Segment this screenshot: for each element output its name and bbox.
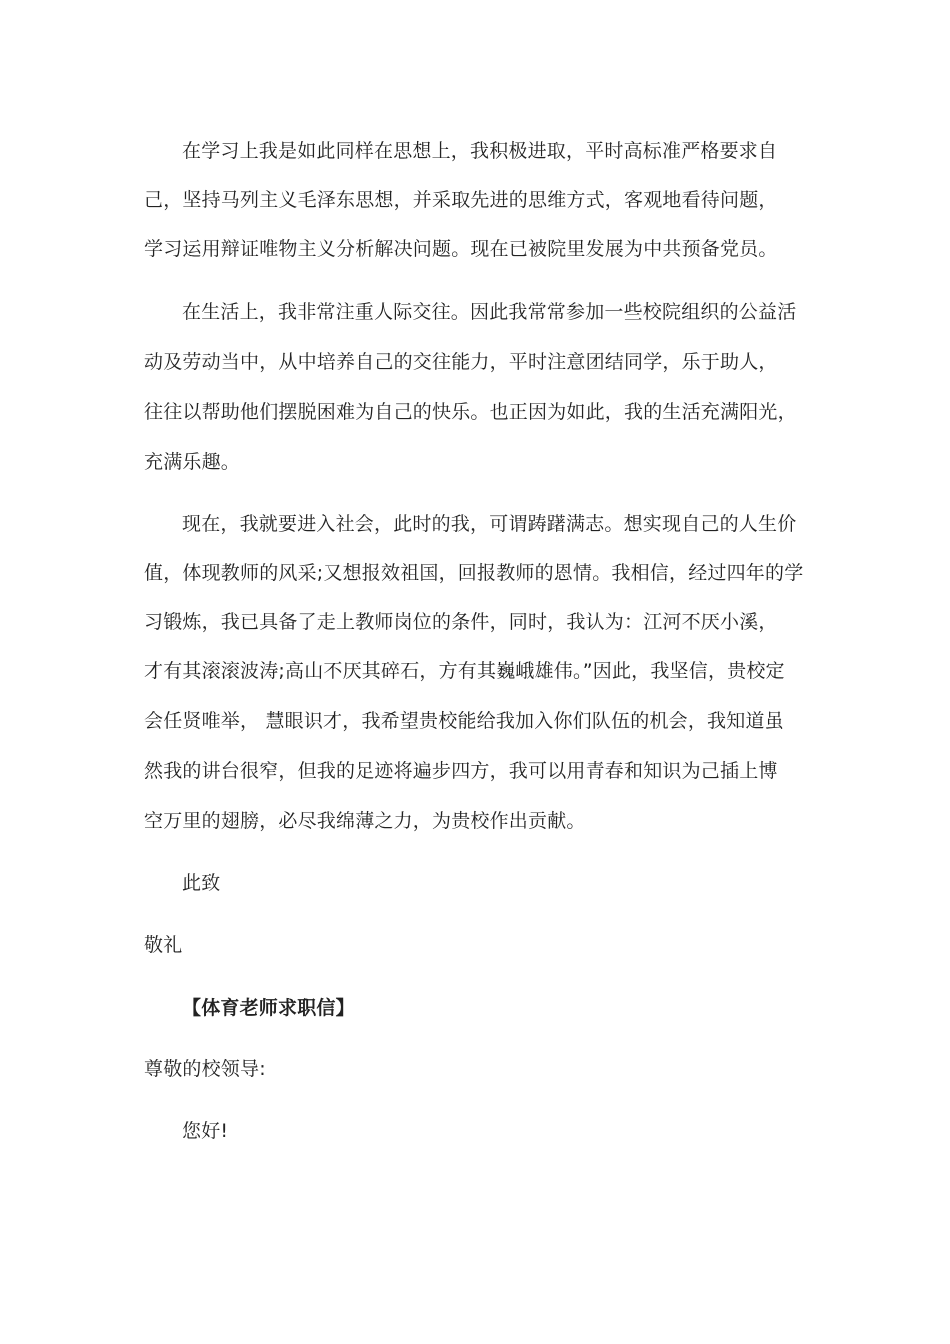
paragraph-3-line-2: 值，体现教师的风采;又想报效祖国，回报教师的恩情。我相信，经过四年的学 — [144, 562, 804, 584]
paragraph-1-line-1: 在学习上我是如此同样在思想上，我积极进取，平时高标准严格要求自 — [182, 140, 778, 162]
paragraph-1-line-2: 己，坚持马列主义毛泽东思想，并采取先进的思维方式，客观地看待问题， — [144, 189, 778, 211]
paragraph-3-line-1: 现在，我就要进入社会，此时的我，可谓踌躇满志。想实现自己的人生价 — [182, 513, 797, 535]
section-title: 【体育老师求职信】 — [182, 997, 355, 1019]
paragraph-3-line-3: 习锻炼，我已具备了走上教师岗位的条件，同时，我认为：江河不厌小溪， — [144, 611, 778, 633]
paragraph-3-line-4: 才有其滚滚波涛;高山不厌其碎石，方有其巍峨雄伟。”因此，我坚信，贵校定 — [144, 660, 785, 682]
greeting: 您好! — [182, 1120, 229, 1142]
paragraph-2-line-3: 往往以帮助他们摆脱困难为自己的快乐。也正因为如此，我的生活充满阳光， — [144, 401, 797, 423]
paragraph-1-line-3: 学习运用辩证唯物主义分析解决问题。现在已被院里发展为中共预备党员。 — [144, 238, 778, 260]
closing-cizhi: 此致 — [182, 872, 221, 894]
paragraph-2-line-4: 充满乐趣。 — [144, 451, 241, 473]
paragraph-3-line-6: 然我的讲台很窄，但我的足迹将遍步四方，我可以用青春和知识为己插上博 — [144, 760, 778, 782]
paragraph-2-line-1: 在生活上，我非常注重人际交往。因此我常常参加一些校院组织的公益活 — [182, 301, 797, 323]
paragraph-2-line-2: 动及劳动当中，从中培养自己的交往能力，平时注意团结同学，乐于助人， — [144, 351, 778, 373]
salutation: 尊敬的校领导: — [144, 1058, 266, 1080]
closing-jingli: 敬礼 — [144, 934, 183, 956]
paragraph-3-line-7: 空万里的翅膀，必尽我绵薄之力，为贵校作出贡献。 — [144, 810, 586, 832]
paragraph-3-line-5: 会任贤唯举， 慧眼识才，我希望贵校能给我加入你们队伍的机会，我知道虽 — [144, 710, 784, 732]
